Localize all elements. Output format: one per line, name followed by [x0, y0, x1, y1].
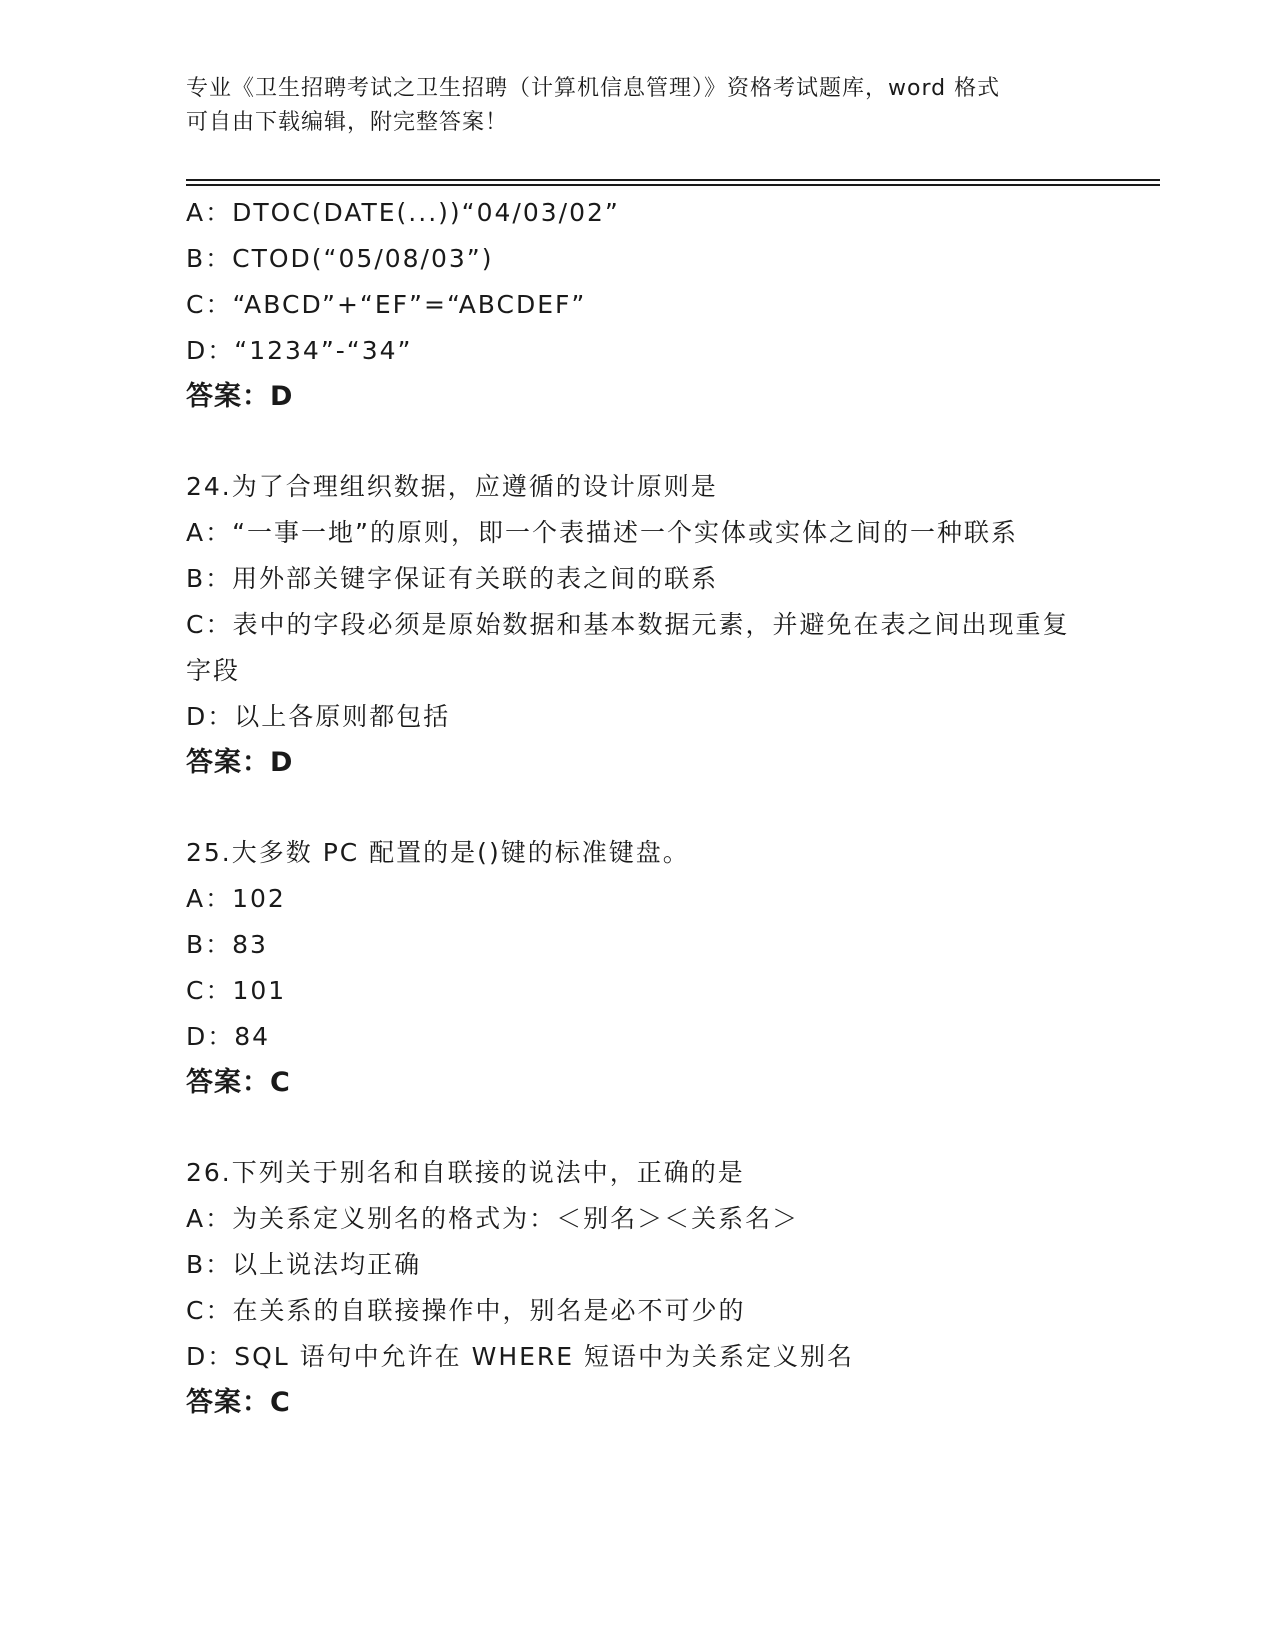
option-c: C：“ABCD”+“EF”=“ABCDEF”	[186, 290, 587, 319]
question-26-block	[186, 1150, 1086, 1426]
answer-line: 答案：D	[186, 381, 294, 412]
option-b: B：以上说法均正确	[186, 1250, 422, 1279]
option-d: D：以上各原则都包括	[186, 702, 451, 731]
option-a: A：“一事一地”的原则，即一个表描述一个实体或实体之间的一种联系	[186, 518, 1019, 547]
spacer	[186, 420, 1086, 464]
option-a: A：DTOC(DATE(...))“04/03/02”	[186, 198, 620, 227]
option-a: A：为关系定义别名的格式为：＜别名＞＜关系名＞	[186, 1204, 800, 1233]
option-c: C：在关系的自联接操作中，别名是必不可少的	[186, 1296, 746, 1325]
option-b: B：用外部关键字保证有关联的表之间的联系	[186, 564, 719, 593]
option-d: D：84	[186, 1022, 271, 1051]
question-text: 26.下列关于别名和自联接的说法中，正确的是	[186, 1158, 745, 1187]
question-23-block	[186, 190, 1086, 420]
document-header	[186, 72, 1086, 140]
option-c: C：101	[186, 976, 287, 1005]
spacer	[186, 786, 1086, 830]
header-divider-bottom	[186, 184, 1160, 186]
option-c: C：表中的字段必须是原始数据和基本数据元素，并避免在表之间出现重复字段	[186, 610, 1070, 685]
answer-line: 答案：D	[186, 747, 294, 778]
option-a: A：102	[186, 884, 286, 913]
option-d: D：“1234”-“34”	[186, 336, 413, 365]
answer-line: 答案：C	[186, 1067, 291, 1098]
question-24-block	[186, 464, 1086, 786]
option-d: D：SQL 语句中允许在 WHERE 短语中为关系定义别名	[186, 1342, 855, 1371]
question-text: 25.大多数 PC 配置的是()键的标准键盘。	[186, 838, 690, 867]
option-b: B：CTOD(“05/08/03”)	[186, 244, 494, 273]
question-list	[186, 190, 1086, 1426]
header-line-2: 可自由下载编辑，附完整答案！	[186, 110, 509, 135]
header-divider-top	[186, 179, 1160, 181]
spacer	[186, 1106, 1086, 1150]
header-line-1: 专业《卫生招聘考试之卫生招聘（计算机信息管理）》资格考试题库，word 格式	[186, 76, 1001, 101]
question-text: 24.为了合理组织数据，应遵循的设计原则是	[186, 472, 718, 501]
answer-line: 答案：C	[186, 1387, 291, 1418]
question-25-block	[186, 830, 1086, 1106]
option-b: B：83	[186, 930, 268, 959]
